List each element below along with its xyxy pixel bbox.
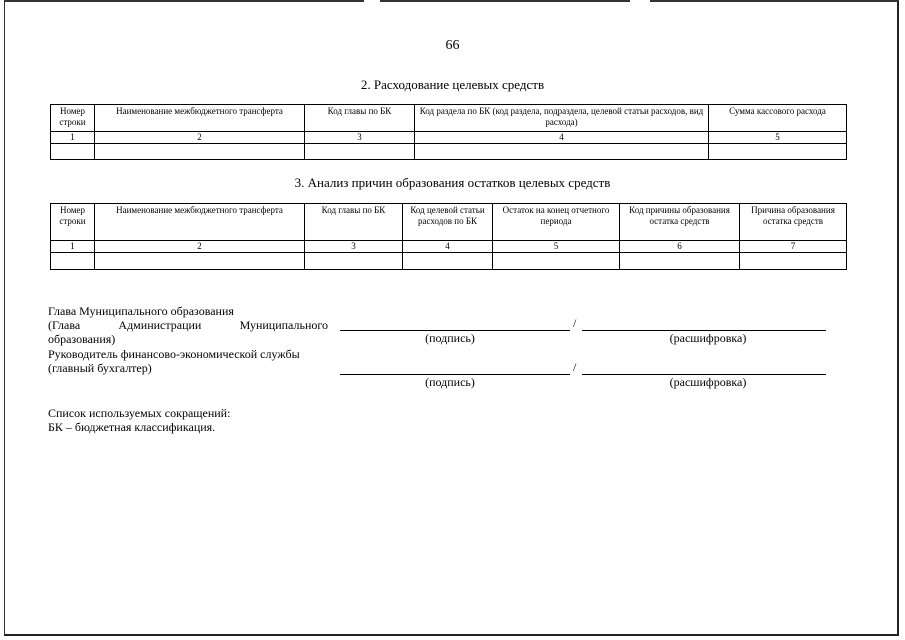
header-cell: Наименование межбюджетного трансферта: [95, 105, 305, 132]
head-title-line-3: образования): [48, 332, 116, 346]
header-cell: Причина образования остатка средств: [740, 204, 847, 241]
column-number: 3: [305, 132, 415, 144]
empty-cell: [403, 253, 493, 270]
empty-cell: [415, 144, 709, 160]
balance-analysis-table: [50, 203, 847, 270]
column-number-row: [51, 132, 847, 144]
empty-cell: [709, 144, 847, 160]
column-number: 2: [95, 132, 305, 144]
column-number: 5: [709, 132, 847, 144]
head-title-line: Глава Муниципального образования: [48, 304, 234, 318]
header-cell: Номер строки: [51, 204, 95, 241]
head-title-line-2: [48, 318, 328, 332]
header-cell: Код целевой статьи расходов по БК: [403, 204, 493, 241]
column-number: 3: [305, 241, 403, 253]
abbreviations-title: Список используемых сокращений:: [48, 406, 231, 420]
abbreviations-block: [48, 406, 230, 434]
scan-edge-line: [4, 0, 364, 2]
column-number: 4: [415, 132, 709, 144]
finance-title-line-2: (главный бухгалтер): [48, 361, 152, 375]
empty-cell: [51, 144, 95, 160]
column-number: 4: [403, 241, 493, 253]
empty-cell: [51, 253, 95, 270]
column-number-row: [51, 241, 847, 253]
section-2-title: 2. Расходование целевых средств: [360, 77, 545, 92]
head-title-word: (Глава: [48, 318, 81, 332]
header-cell: Наименование межбюджетного трансферта: [95, 204, 305, 241]
table-row: [51, 144, 847, 160]
separator-slash: /: [573, 360, 577, 374]
empty-cell: [493, 253, 620, 270]
column-number: 1: [51, 241, 95, 253]
decode-caption: (расшифровка): [669, 331, 747, 345]
header-cell: Код раздела по БК (код раздела, подраздела, целевой статьи расходов, вид расхода): [415, 105, 709, 132]
table-header-row: [51, 204, 847, 241]
empty-cell: [740, 253, 847, 270]
section-3-title: 3. Анализ причин образования остатков целевых средств: [294, 175, 611, 190]
header-cell: Код причины образования остатка средств: [620, 204, 740, 241]
header-cell: Код главы по БК: [305, 204, 403, 241]
abbreviation-item: БК – бюджетная классификация.: [48, 420, 216, 434]
column-number: 2: [95, 241, 305, 253]
head-title-word: Муниципального: [239, 318, 328, 332]
header-cell: Остаток на конец отчетного периода: [493, 204, 620, 241]
table-row: [51, 253, 847, 270]
column-number: 6: [620, 241, 740, 253]
column-number: 7: [740, 241, 847, 253]
signature-caption: (подпись): [425, 331, 475, 345]
scan-edge-line: [380, 0, 630, 2]
head-title-word: Администрации: [118, 318, 202, 332]
scan-edge-line: [650, 0, 899, 2]
empty-cell: [305, 144, 415, 160]
page-number: 66: [445, 38, 460, 53]
table-header-row: [51, 105, 847, 132]
decode-caption: (расшифровка): [669, 375, 747, 389]
expenditure-table: [50, 104, 847, 160]
header-cell: Номер строки: [51, 105, 95, 132]
column-number: 1: [51, 132, 95, 144]
signature-caption: (подпись): [425, 375, 475, 389]
header-cell: Код главы по БК: [305, 105, 415, 132]
finance-title-line: Руководитель финансово-экономической службы: [48, 347, 300, 361]
empty-cell: [305, 253, 403, 270]
empty-cell: [95, 253, 305, 270]
empty-cell: [620, 253, 740, 270]
empty-cell: [95, 144, 305, 160]
finance-signatory-label: [48, 347, 300, 375]
header-cell: Сумма кассового расхода: [709, 105, 847, 132]
column-number: 5: [493, 241, 620, 253]
head-signatory-label: [48, 304, 328, 346]
separator-slash: /: [573, 316, 577, 330]
